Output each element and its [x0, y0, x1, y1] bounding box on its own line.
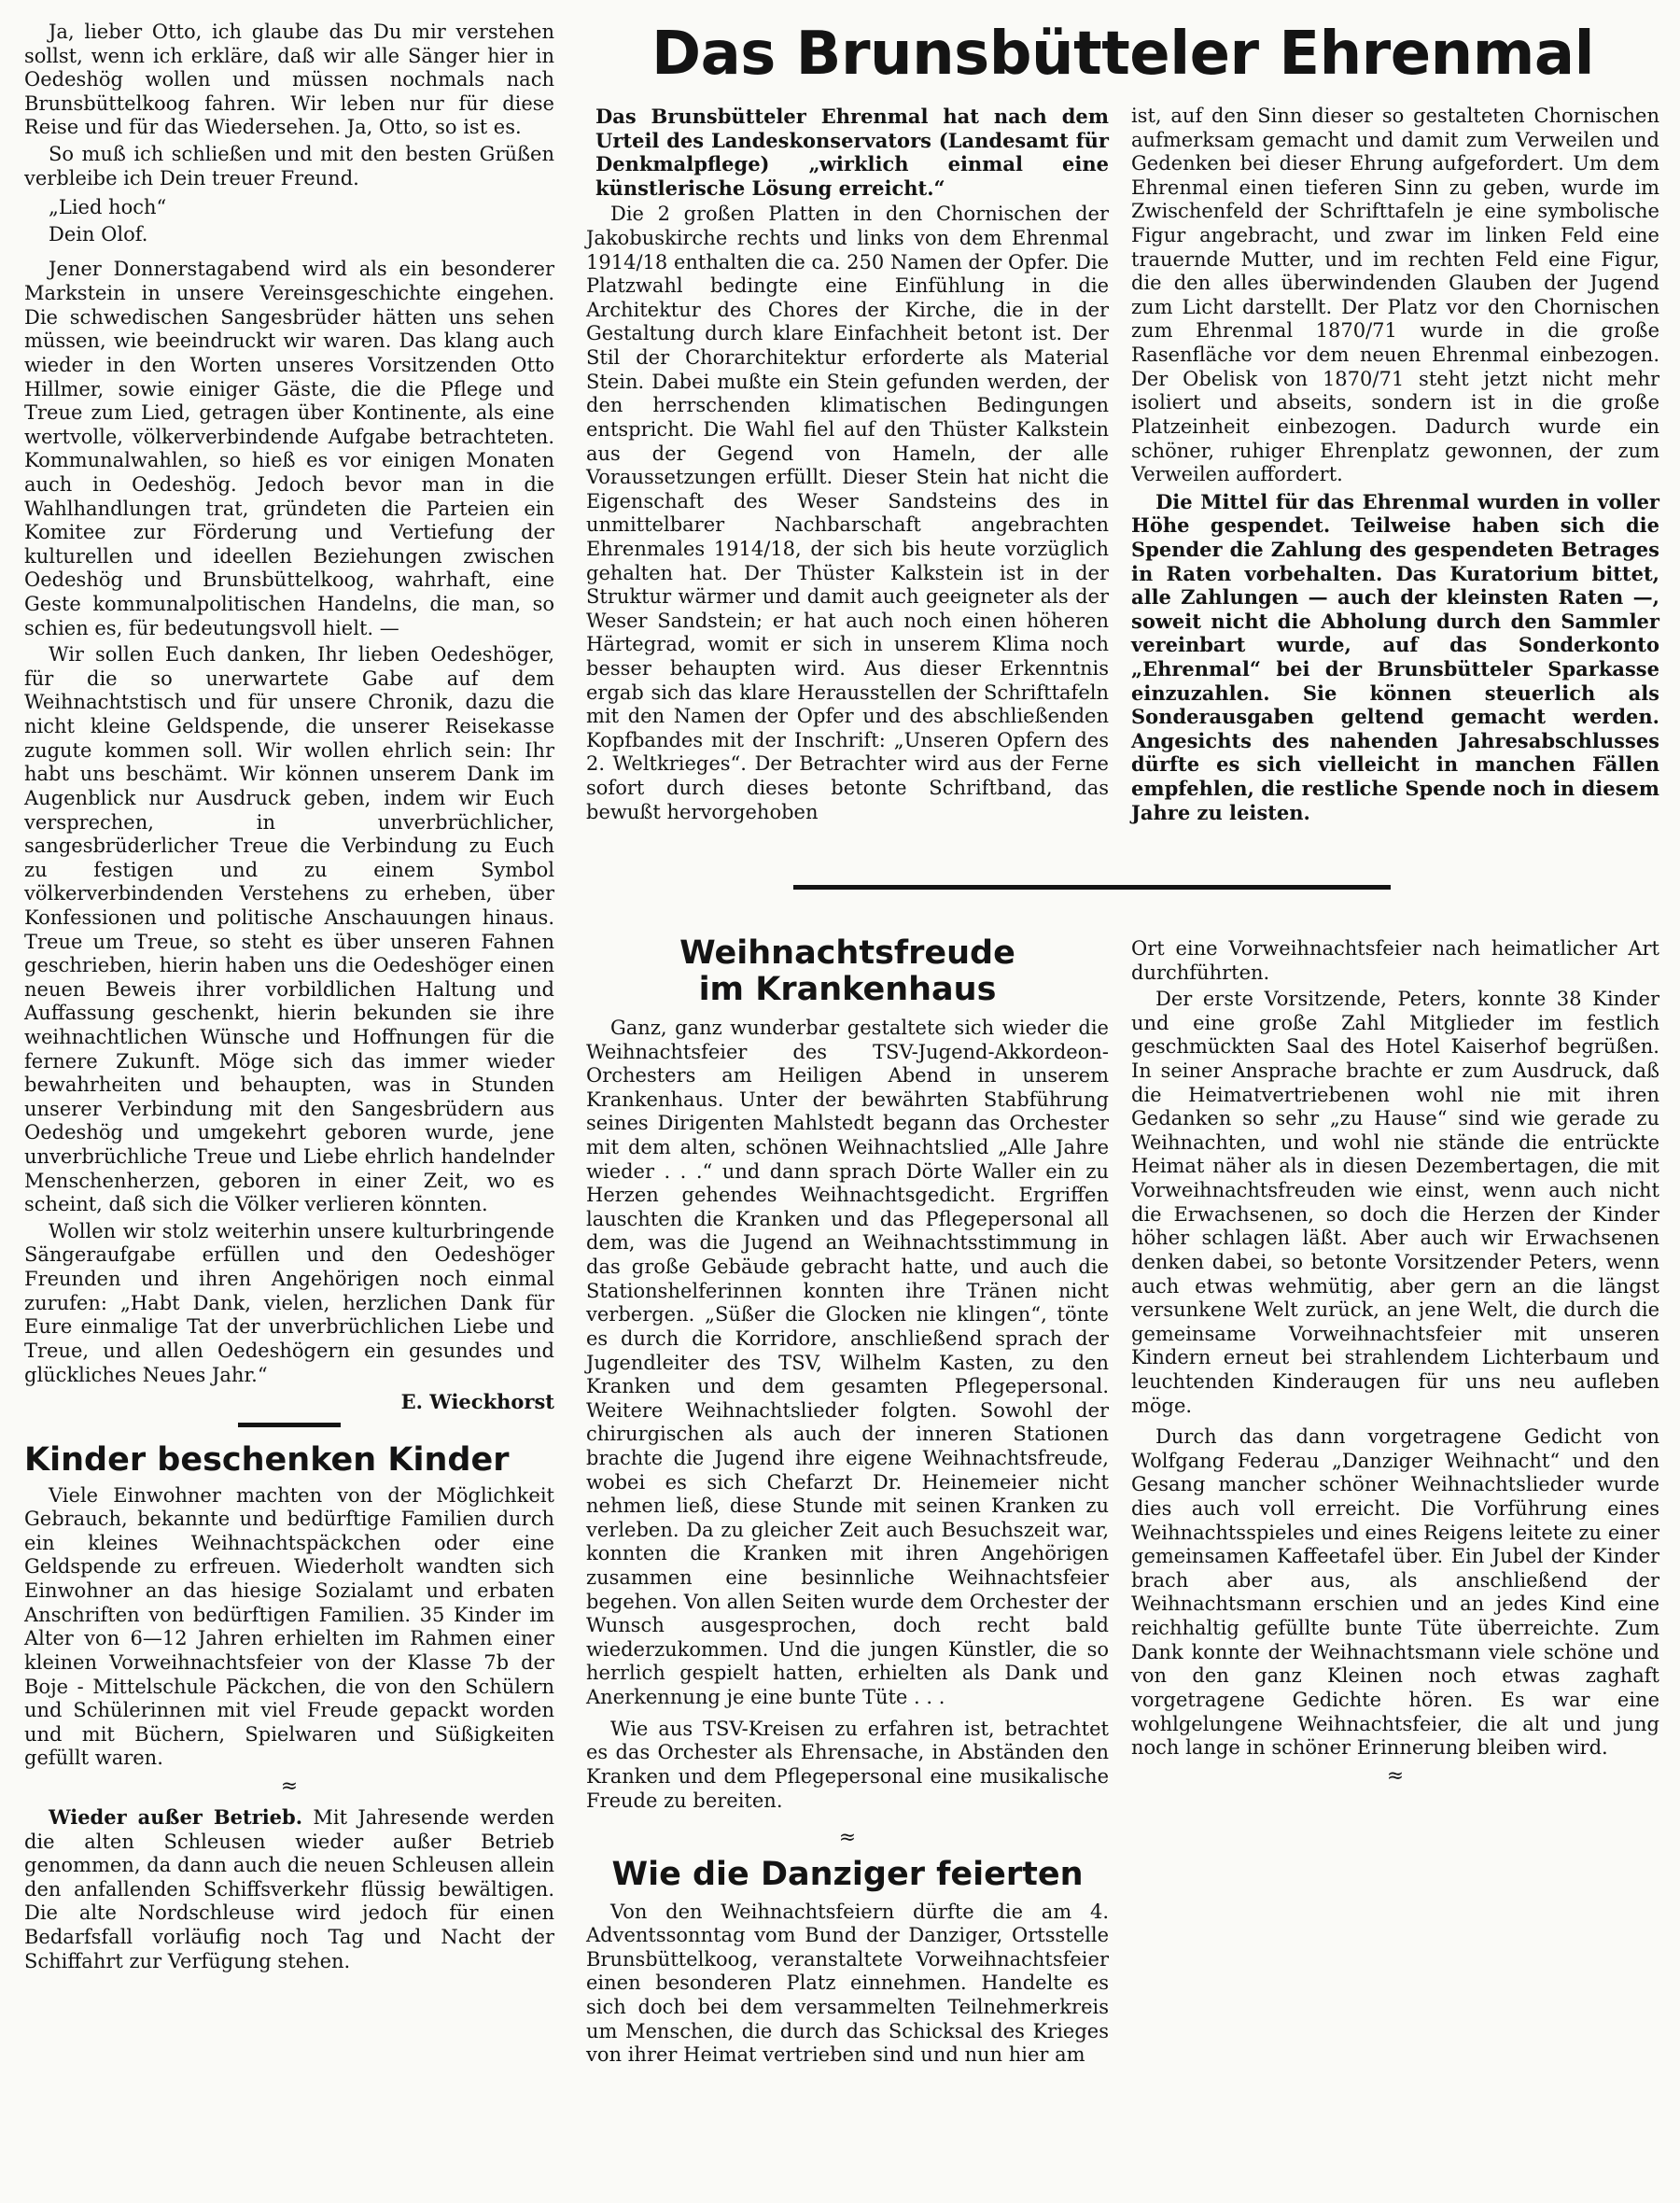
article-paragraph [24, 1805, 554, 1973]
column-right-bottom [1131, 937, 1659, 1795]
page-title: Das Brunsbütteler Ehrenmal [651, 20, 1595, 89]
headline-kinder: Kinder beschenken Kinder [24, 1441, 510, 1480]
letter-paragraph: Ja, lieber Otto, ich glaube das Du mir verstehen sollst, wenn ich erkläre, daß wir alle Sänger hier in Oedeshög wollen und müssen nochmals nach Brunsbüttelkoog fahren. Wir leben nur für diese Reise und für das Wiedersehen. Ja, Otto, so ist es. [24, 21, 554, 139]
article-paragraph: Von den Weihnachtsfeiern dürfte die am 4. Adventssonntag vom Bund der Danziger, Ortsstelle Brunsbüttelkoog, veranstaltete Vorweihnachtsfeier einen besonderen Platz einnehmen. Handelte es sich doch bei dem versammelten Teilnehmerkreis um Menschen, die durch das Schicksal des Krieges von ihrer Heimat vertrieben sind und nun hier am [586, 1900, 1109, 2067]
divider [238, 1423, 341, 1427]
article-paragraph: Die 2 großen Platten in den Chornischen der Jakobuskirche rechts und links von dem Ehrenmal 1914/18 enthalten die ca. 250 Namen der Opfer. Die Platzwahl bedingte eine Einfühlung in die Architektur des Chores der Kirche, die in der Gestaltung durch klare Einfachheit betont ist. Der Stil der Chorarchitektur erforderte als Material Stein. Dabei mußte ein Stein gefunden werden, der den herrschenden klimatischen Bedingungen entspricht. Die Wahl fiel auf den Thüster Kalkstein aus der Gegend von Hameln, der alle Voraussetzungen erfüllt. Dieser Stein hat nicht die Eigenschaft des Weser Sandsteins des in unmittelbarer Nachbarschaft angebrachten Ehrenmales 1914/18, der sich bis heute vorzüglich gehalten hat. Der Thüster Kalkstein ist in der Struktur wärmer und damit auch geeigneter als der Weser Sandstein; er hat auch noch einen höheren Härtegrad, womit er sich in unserem Klima noch besser behaupten wird. Aus dieser Erkenntnis ergab sich das klare Herausstellen der Schrifttafeln mit den Namen der Opfer und des abschließenden Kopfbandes mit der Inschrift: „Unseren Opfern des 2. Weltkrieges“. Der Betrachter wird aus der Ferne sofort durch dieses betonte Schriftband, das bewußt hervorgehoben [586, 203, 1109, 823]
article-paragraph: Ort eine Vorweihnachtsfeier nach heimatlicher Art durchführten. [1131, 937, 1659, 984]
letter-closing: Dein Olof. [49, 222, 148, 246]
headline-line: Weihnachtsfreude [679, 934, 1015, 972]
wave-ornament-icon: ≈ [1386, 1763, 1405, 1788]
column-right-top [1131, 105, 1659, 827]
article-lead: Wieder außer Betrieb. [49, 1804, 303, 1829]
article-lead: Das Brunsbütteler Ehrenmal hat nach dem Urteil des Landeskonservators (Landesamt für Denkmalpflege) „wirklich einmal eine künstlerische Lösung erreicht.“ [595, 105, 1109, 200]
wave-ornament-icon: ≈ [838, 1826, 857, 1850]
letter-greeting: „Lied hoch“ [49, 196, 167, 219]
article-paragraph: Jener Donnerstagabend wird als ein besonderer Markstein in unsere Vereinsgeschichte eingehen. Die schwedischen Sangesbrüder hätten uns sehen müssen, wie beeindruckt wir waren. Das klang auch wieder in den Worten unseres Vorsitzenden Otto Hillmer, sowie einiger Gäste, die die Pflege und Treue zum Lied, getragen über Kontinente, als eine wertvolle, völkerverbindende Aufgabe betrachteten. Kommunalwahlen, so hieß es vor einigen Monaten auch in Oedeshög. Jedoch bevor man in die Wahlhandlungen trat, gründeten die Parteien ein Komitee zur Förderung und Vertiefung der kulturellen und ideellen Beziehungen zwischen Oedeshög und Brunsbüttelkoog, wahrhaft, eine Geste kommunalpolitischen Handelns, die man, so schien es, für bedeutungsvoll hielt. — [24, 258, 554, 639]
column-left [24, 21, 554, 1976]
article-paragraph: Wir sollen Euch danken, Ihr lieben Oedeshöger, für die so unerwartete Gabe auf dem Weihnachtstisch und für unsere Chronik, dazu die nicht kleine Geldspende, die unserer Reisekasse zugute kommen soll. Wir wollen ehrlich sein: Ihr habt uns beschämt. Wir können unserem Dank im Augenblick nur Ausdruck geben, indem wir Euch versprechen, in unverbrüchlicher, sangesbrüderlicher Treue die Verbindung zu Euch zu festigen und zu einem Symbol völkerverbindenden Verstehens zu erheben, über Konfessionen und politische Anschauungen hinaus. Treue um Treue, so steht es über unseren Fahnen geschrieben, hierin haben uns die Oedeshöger einen neuen Beweis ihrer vorbildlichen Haltung und Auffassung geschenkt, hierin bekunden sie ihre weihnachtlichen Wünsche und Hoffnungen für die fernere Zukunft. Möge sich das immer wieder bewahrheiten und behaupten, was in Stunden unserer Verbindung mit den Sangesbrüdern aus Oedeshög und umgekehrt geboren wurde, jene unverbrüchliche Treue und Liebe ehrlich handelnder Menschenherzen, geboren in einer Zeit, wo es scheint, daß sich die Völker verlieren könnten. [24, 643, 554, 1216]
article-paragraph: Ganz, ganz wunderbar gestaltete sich wieder die Weihnachtsfeier des TSV-Jugend-Akkordeon-Orchesters am Heiligen Abend in unserem Krankenhaus. Unter der bewährten Stabführung seines Dirigenten Mahlstedt begann das Orchester mit dem alten, schönen Weihnachtslied „Alle Jahre wieder . . .“ und dann sprach Dörte Waller ein zu Herzen gehendes Weihnachtsgedicht. Ergriffen lauschten die Kranken und das Pflegepersonal all dem, was die Jugend an Weihnachtsstimmung in das große Gebäude gebracht hatte, und auch die Stationshelferinnen konnten ihre Tränen nicht verbergen. „Süßer die Glocken nie klingen“, tönte es durch die Korridore, anschließend sprach der Jugendleiter des TSV, Wilhelm Kasten, zu den Kranken und dem gesamten Pflegepersonal. Weitere Weihnachtslieder folgten. Sowohl der chirurgischen als auch der inneren Stationen brachte die Jugend ihre eigene Weihnachtsfreude, wobei es sich Chefarzt Dr. Heinemeier nicht nehmen ließ, diese Stunde mit seinen Kranken zu verleben. Da zu gleicher Zeit auch Besuchszeit war, konnten die Kranken mit ihren Angehörigen zusammen eine besinnliche Weihnachtsfeier begehen. Von allen Seiten wurde dem Orchester der Wunsch ausgesprochen, doch recht bald wiederzukommen. Und die jungen Künstler, die so herrlich gespielt hatten, erhielten als Dank und Anerkennung je eine bunte Tüte . . . [586, 1017, 1109, 1709]
column-middle-bottom [586, 935, 1109, 2070]
article-paragraph: Viele Einwohner machten von der Möglichkeit Gebrauch, bekannte und bedürftige Familien durch ein kleines Weihnachtspäckchen oder eine Geldspende zu erfreuen. Wiederholt wandten sich Einwohner an das hiesige Sozialamt und erbaten Anschriften von bedürftigen Familien. 35 Kinder im Alter von 6—12 Jahren erhielten im Rahmen einer kleinen Vorweihnachtsfeier von der Klasse 7b der Boje - Mittelschule Päckchen, die von den Schülern und Schülerinnen mit viel Freude gepackt worden und mit Büchern, Spielwaren und Süßigkeiten gefüllt waren. [24, 1483, 554, 1770]
article-paragraph: Die Mittel für das Ehrenmal wurden in voller Höhe gespendet. Teilweise haben sich die Spender die Zahlung des gespendeten Betrages in Raten vorbehalten. Das Kuratorium bittet, alle Zahlungen — auch der kleinsten Raten —, soweit nicht die Abholung durch den Sammler vereinbart wurde, auf das Sonderkonto „Ehrenmal“ bei der Brunsbütteler Sparkasse einzuzahlen. Sie können steuerlich als Sonderausgaben geltend gemacht werden. Angesichts des nahenden Jahresabschlusses dürfte es sich vielleicht in manchen Fällen empfehlen, die restliche Spende noch in diesem Jahre zu leisten. [1131, 489, 1659, 824]
column-middle-top [586, 105, 1109, 827]
headline-weihnacht [586, 935, 1109, 1007]
article-paragraph: ist, auf den Sinn dieser so gestalteten Chornischen aufmerksam gemacht und damit zum Verweilen und Gedenken bei dieser Ehrung aufgefordert. Um dem Ehrenmal einen tieferen Sinn zu geben, wurde im Zwischenfeld der Schrifttafeln je eine symbolische Figur angebracht, und zwar im linken Feld eine trauernde Mutter, und im rechten Feld eine Figur, die den alles überwindenden Glauben der Jugend zum Licht darstellt. Der Platz vor den Chornischen zum Ehrenmal 1870/71 wurde in die große Rasenfläche vor dem neuen Ehrenmal einbezogen. Der Obelisk von 1870/71 steht jetzt nicht mehr isoliert und abseits, sondern ist in die große Platzeinheit einbezogen. Dadurch wurde ein schöner, ruhiger Ehrenplatz gewonnen, der zum Verweilen auffordert. [1131, 105, 1659, 486]
signature: E. Wieckhorst [400, 1390, 554, 1414]
article-paragraph: Der erste Vorsitzende, Peters, konnte 38 Kinder und eine große Zahl Mitglieder im festlich geschmückten Saal des Hotel Kaiserhof begrüßen. In seiner Ansprache brachte er zum Ausdruck, daß die Heimatvertriebenen wohl nie mit ihren Gedanken so sehr „zu Hause“ sind wie gerade zu Weihnachten, und wohl nie stände die entrückte Heimat näher als in diesen Dezembertagen, die mit Vorweihnachtsfreuden wie einst, wenn auch nicht die Erwachsenen, so doch die Herzen der Kinder höher schlagen läßt. Aber auch wir Erwachsenen denken dabei, so betonte Vorsitzender Peters, wenn auch etwas wehmütig, aber gern an die längst versunkene Welt zurück, an jene Welt, die durch die gemeinsame Vorweihnachtsfeier mit unseren Kindern erneut bei strahlendem Lichterbaum und leuchtenden Kinderaugen für uns neu aufleben möge. [1131, 988, 1659, 1417]
article-paragraph: Wollen wir stolz weiterhin unsere kulturbringende Sängeraufgabe erfüllen und den Oedeshöger Freunden und ihren Angehörigen noch einmal zurufen: „Habt Dank, vielen, herzlichen Dank für Eure einmalige Tat der unverbrüchlichen Liebe und Treue, und allen Oedeshögern ein gesundes und glückliches Neues Jahr.“ [24, 1219, 554, 1386]
article-text: Mit Jahresende werden die alten Schleusen wieder außer Betrieb genommen, da dann auch die neuen Schleusen allein den anfallenden Schiffsverkehr flüssig bewältigen. Die alte Nordschleuse wird jedoch für einen Bedarfsfall vorläufig noch Tag und Nacht der Schiffahrt zur Verfügung stehen. [24, 1805, 555, 1972]
article-paragraph: Durch das dann vorgetragene Gedicht von Wolfgang Federau „Danziger Weihnacht“ und den Gesang mancher schöner Weihnachtslieder wurde dies auch voll erreicht. Die Vorführung eines Weihnachtsspieles und eines Reigens leitete zu einer gemeinsamen Kaffeetafel über. Ein Jubel der Kinder brach aber aus, als anschließend der Weihnachtsmann erschien und an jedes Kind eine reichhaltig gefüllte bunte Tüte überreichte. Zum Dank konnte der Weihnachtsmann viele schöne und von den ganz Kleinen noch etwas zaghaft vorgetragene Gedichte hören. Es war eine wohlgelungene Weihnachtsfeier, die alt und jung noch lange in schöner Erinnerung bleiben wird. [1131, 1425, 1659, 1760]
section-divider [793, 885, 1391, 890]
ehrenmal-block [586, 20, 1659, 101]
wave-ornament-icon: ≈ [280, 1774, 299, 1798]
headline-line: im Krankenhaus [698, 970, 997, 1008]
headline-danziger: Wie die Danziger feierten [611, 1856, 1084, 1894]
article-paragraph: Wie aus TSV-Kreisen zu erfahren ist, betrachtet es das Orchester als Ehrensache, in Abständen den Kranken und dem Pflegepersonal eine musikalische Freude zu bereiten. [586, 1717, 1109, 1812]
letter-paragraph: So muß ich schließen und mit den besten Grüßen verbleibe ich Dein treuer Freund. [24, 143, 554, 189]
